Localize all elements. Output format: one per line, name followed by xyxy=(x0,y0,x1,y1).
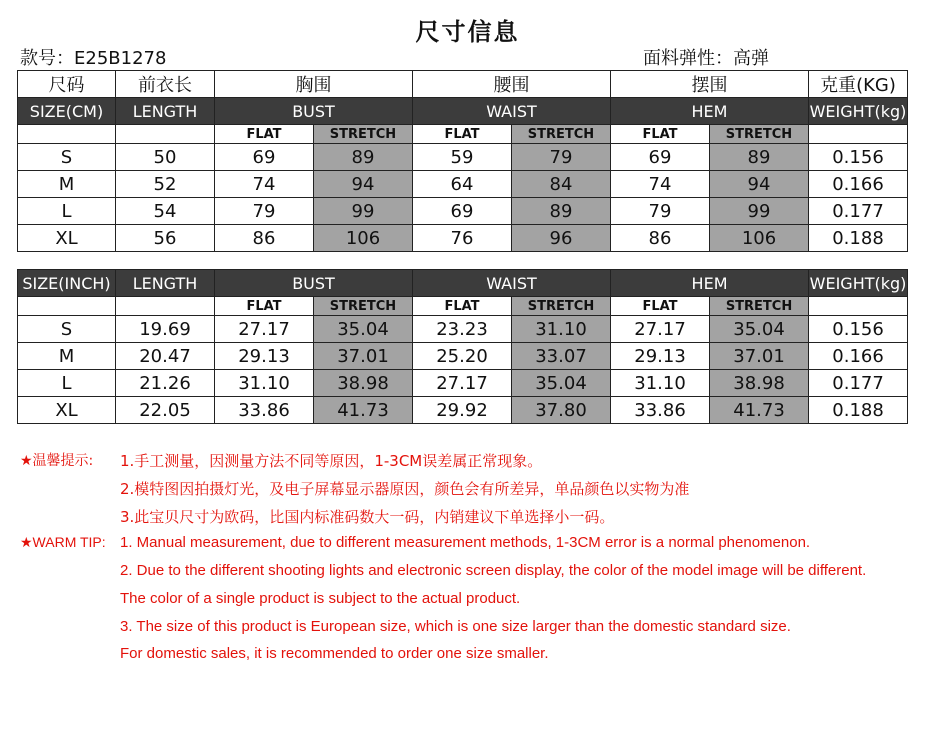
cell-weight: 0.166 xyxy=(809,343,908,370)
cell-hem-stretch: 35.04 xyxy=(710,316,809,343)
table-row xyxy=(18,370,908,397)
cell-hem-flat: 31.10 xyxy=(611,370,710,397)
sub-flat: FLAT xyxy=(611,125,710,144)
style-number: 款号：E25B1278 xyxy=(20,48,167,69)
sub-flat: FLAT xyxy=(413,297,512,316)
cell-length: 56 xyxy=(116,225,215,252)
cell-bust-stretch: 38.98 xyxy=(314,370,413,397)
cell-hem-stretch: 38.98 xyxy=(710,370,809,397)
cell-waist-flat: 64 xyxy=(413,171,512,198)
table-header-row xyxy=(18,270,908,297)
tip-line-en: 1. Manual measurement, due to different measurement methods, 1-3CM error is a normal phenomenon. xyxy=(120,534,811,551)
sub-empty xyxy=(18,297,116,316)
cell-hem-flat: 33.86 xyxy=(611,397,710,424)
cell-bust-stretch: 94 xyxy=(314,171,413,198)
tip-line-en: 2. Due to the different shooting lights and electronic screen display, the color of the model image will be different. xyxy=(120,562,867,579)
header-bust: BUST xyxy=(215,270,413,297)
sub-flat: FLAT xyxy=(215,297,314,316)
cell-waist-stretch: 84 xyxy=(512,171,611,198)
header-hem-zh: 摆围 xyxy=(611,71,809,98)
cell-length: 50 xyxy=(116,144,215,171)
cell-length: 22.05 xyxy=(116,397,215,424)
cell-length: 20.47 xyxy=(116,343,215,370)
cell-weight: 0.177 xyxy=(809,370,908,397)
cell-size: S xyxy=(18,144,116,171)
cell-bust-flat: 74 xyxy=(215,171,314,198)
header-length: LENGTH xyxy=(116,98,215,125)
table-row xyxy=(18,171,908,198)
header-bust: BUST xyxy=(215,98,413,125)
cell-bust-flat: 29.13 xyxy=(215,343,314,370)
sub-empty xyxy=(116,125,215,144)
header-weight: WEIGHT(kg) xyxy=(809,98,908,125)
tip-line-en: The color of a single product is subject to the actual product. xyxy=(120,590,521,607)
header-hem: HEM xyxy=(611,98,809,125)
table-row xyxy=(18,397,908,424)
cell-size: S xyxy=(18,316,116,343)
cell-size: XL xyxy=(18,397,116,424)
cell-hem-stretch: 89 xyxy=(710,144,809,171)
header-waist-zh: 腰围 xyxy=(413,71,611,98)
cell-hem-flat: 29.13 xyxy=(611,343,710,370)
cell-waist-stretch: 37.80 xyxy=(512,397,611,424)
cell-hem-stretch: 37.01 xyxy=(710,343,809,370)
table-row xyxy=(18,144,908,171)
sub-stretch: STRETCH xyxy=(710,125,809,144)
header-bust-zh: 胸围 xyxy=(215,71,413,98)
cell-waist-stretch: 89 xyxy=(512,198,611,225)
cell-bust-flat: 79 xyxy=(215,198,314,225)
cell-bust-flat: 33.86 xyxy=(215,397,314,424)
tip-line-en: 3. The size of this product is European size, which is one size larger than the domestic standard size. xyxy=(120,618,791,635)
header-waist: WAIST xyxy=(413,98,611,125)
sub-stretch: STRETCH xyxy=(710,297,809,316)
cell-length: 52 xyxy=(116,171,215,198)
tip-line-zh: 2.模特图因拍摄灯光，及电子屏幕显示器原因，颜色会有所差异，单品颜色以实物为准 xyxy=(120,480,690,498)
header-length: LENGTH xyxy=(116,270,215,297)
cell-size: XL xyxy=(18,225,116,252)
cell-hem-stretch: 41.73 xyxy=(710,397,809,424)
cell-bust-stretch: 41.73 xyxy=(314,397,413,424)
cell-weight: 0.177 xyxy=(809,198,908,225)
cell-length: 21.26 xyxy=(116,370,215,397)
cell-waist-flat: 69 xyxy=(413,198,512,225)
tip-line-zh: 1.手工测量，因测量方法不同等原因，1-3CM误差属正常现象。 xyxy=(120,452,543,470)
cell-bust-stretch: 35.04 xyxy=(314,316,413,343)
size-table-cm xyxy=(17,70,908,252)
header-size: SIZE(CM) xyxy=(18,98,116,125)
header-weight-zh: 克重(KG) xyxy=(809,71,908,98)
flat-stretch-row xyxy=(18,125,908,144)
sub-stretch: STRETCH xyxy=(314,125,413,144)
sub-empty xyxy=(116,297,215,316)
table-row xyxy=(18,316,908,343)
cell-waist-flat: 25.20 xyxy=(413,343,512,370)
flat-stretch-row xyxy=(18,297,908,316)
cell-hem-flat: 86 xyxy=(611,225,710,252)
header-waist: WAIST xyxy=(413,270,611,297)
cell-hem-flat: 69 xyxy=(611,144,710,171)
table-row xyxy=(18,198,908,225)
cell-size: L xyxy=(18,198,116,225)
cell-waist-stretch: 31.10 xyxy=(512,316,611,343)
sub-stretch: STRETCH xyxy=(512,297,611,316)
tip-line-en: For domestic sales, it is recommended to order one size smaller. xyxy=(120,645,549,662)
cell-size: L xyxy=(18,370,116,397)
cell-bust-stretch: 106 xyxy=(314,225,413,252)
sub-empty xyxy=(18,125,116,144)
cell-waist-flat: 76 xyxy=(413,225,512,252)
cell-hem-stretch: 106 xyxy=(710,225,809,252)
cell-waist-flat: 23.23 xyxy=(413,316,512,343)
cell-waist-flat: 29.92 xyxy=(413,397,512,424)
tip-label-zh: ★温馨提示: xyxy=(20,453,94,469)
sub-empty xyxy=(809,125,908,144)
sub-flat: FLAT xyxy=(611,297,710,316)
sub-empty xyxy=(809,297,908,316)
cell-bust-stretch: 99 xyxy=(314,198,413,225)
cell-waist-stretch: 79 xyxy=(512,144,611,171)
cell-hem-flat: 79 xyxy=(611,198,710,225)
table-row xyxy=(18,343,908,370)
cell-waist-stretch: 35.04 xyxy=(512,370,611,397)
size-table-inch xyxy=(17,269,908,424)
cell-bust-flat: 31.10 xyxy=(215,370,314,397)
cell-bust-flat: 69 xyxy=(215,144,314,171)
cell-weight: 0.166 xyxy=(809,171,908,198)
cell-bust-flat: 27.17 xyxy=(215,316,314,343)
header-weight: WEIGHT(kg) xyxy=(809,270,908,297)
cell-length: 54 xyxy=(116,198,215,225)
header-size: SIZE(INCH) xyxy=(18,270,116,297)
fabric-elasticity: 面料弹性：高弹 xyxy=(643,48,769,69)
cell-bust-stretch: 37.01 xyxy=(314,343,413,370)
sub-flat: FLAT xyxy=(215,125,314,144)
header-length-zh: 前衣长 xyxy=(116,71,215,98)
table-header-row xyxy=(18,98,908,125)
tip-label-en: ★WARM TIP: xyxy=(20,534,106,550)
cell-weight: 0.156 xyxy=(809,316,908,343)
sub-stretch: STRETCH xyxy=(314,297,413,316)
cell-bust-stretch: 89 xyxy=(314,144,413,171)
page-title: 尺寸信息 xyxy=(415,18,520,46)
sub-stretch: STRETCH xyxy=(512,125,611,144)
sub-flat: FLAT xyxy=(413,125,512,144)
cell-hem-flat: 74 xyxy=(611,171,710,198)
cell-weight: 0.188 xyxy=(809,225,908,252)
cell-size: M xyxy=(18,343,116,370)
cell-hem-stretch: 99 xyxy=(710,198,809,225)
cell-waist-flat: 27.17 xyxy=(413,370,512,397)
cell-waist-stretch: 33.07 xyxy=(512,343,611,370)
tip-line-zh: 3.此宝贝尺寸为欧码，比国内标准码数大一码，内销建议下单选择小一码。 xyxy=(120,508,615,526)
cell-hem-stretch: 94 xyxy=(710,171,809,198)
cell-waist-stretch: 96 xyxy=(512,225,611,252)
table-row xyxy=(18,225,908,252)
cell-weight: 0.188 xyxy=(809,397,908,424)
cell-size: M xyxy=(18,171,116,198)
header-hem: HEM xyxy=(611,270,809,297)
header-size-zh: 尺码 xyxy=(18,71,116,98)
cell-bust-flat: 86 xyxy=(215,225,314,252)
cell-weight: 0.156 xyxy=(809,144,908,171)
cell-length: 19.69 xyxy=(116,316,215,343)
cell-hem-flat: 27.17 xyxy=(611,316,710,343)
chinese-header-row xyxy=(18,71,908,98)
cell-waist-flat: 59 xyxy=(413,144,512,171)
